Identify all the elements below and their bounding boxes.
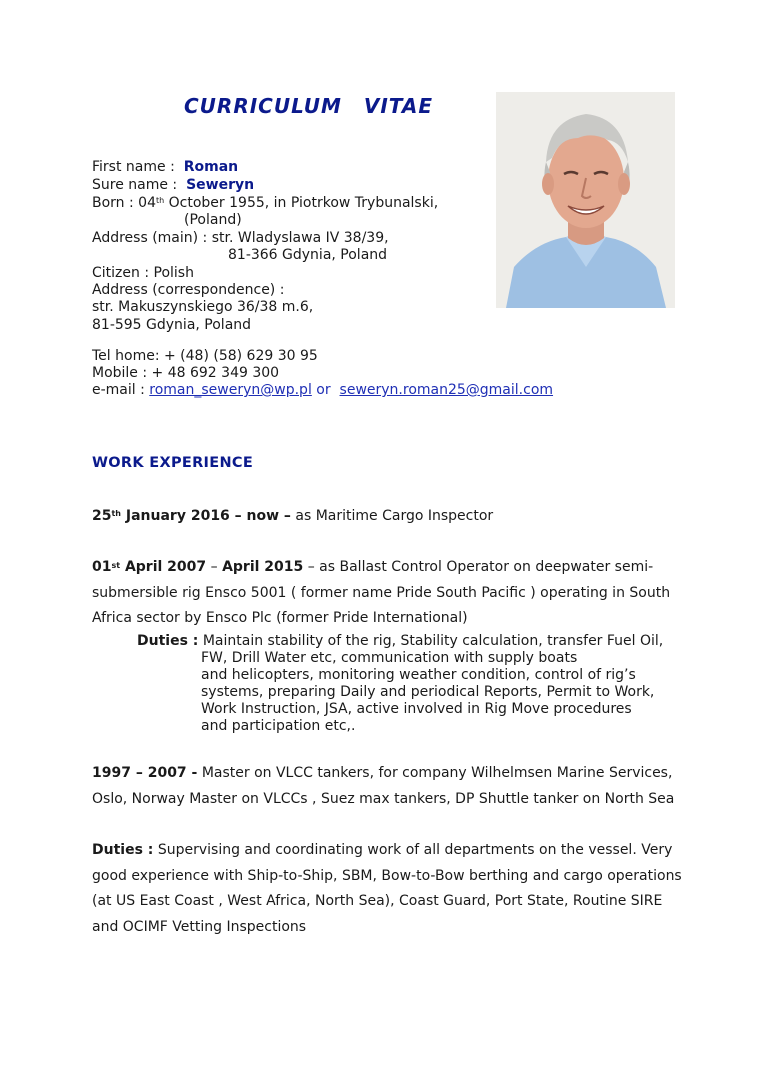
first-name-value: Roman bbox=[183, 159, 239, 175]
job2-paragraph bbox=[92, 555, 682, 632]
born-prefix: Born : 04 bbox=[92, 195, 156, 211]
title-word-curriculum: CURRICULUM bbox=[184, 94, 342, 118]
job2-duties-line5: Work Instruction, JSA, active involved in Rig Move procedures bbox=[201, 701, 632, 717]
job3-dates: 1997 – 2007 - bbox=[92, 765, 198, 781]
address-corr-line2: 81-595 Gdynia, Poland bbox=[92, 317, 252, 333]
job2-duties-line2: FW, Drill Water etc, communication with supply boats bbox=[201, 650, 578, 666]
born-rest: October 1955, in Piotrkow Trybunalski, bbox=[164, 195, 439, 211]
surname-value: Seweryn bbox=[186, 177, 255, 193]
job3-duties-text: Supervising and coordinating work of all departments on the vessel. Very good experience with Ship-to-Ship, SBM, Bow-to-Bow berthing and cargo operations (at US East Coast , West Africa, North Sea), Coast Guard, Port State, Routine SIRE and OCIMF Vetting Inspections bbox=[92, 842, 682, 935]
born-row bbox=[92, 194, 438, 212]
job2-duties bbox=[137, 633, 682, 735]
email-link-gmail[interactable]: seweryn.roman25@gmail.com bbox=[339, 382, 554, 398]
born-sup: th bbox=[155, 196, 165, 205]
job2-duties-line4: systems, preparing Daily and periodical Reports, Permit to Work, bbox=[201, 684, 655, 700]
job3-duties bbox=[92, 838, 682, 940]
job2-description: – as Ballast Control Operator on deepwater semi-submersible rig Ensco 5001 ( former name Pride South Pacific ) operating in South Africa sector by Ensco Plc (former Pride International) bbox=[92, 559, 671, 626]
born-country: (Poland) bbox=[184, 212, 242, 228]
job1-date-prefix: 25 bbox=[92, 508, 112, 524]
surname-label: Sure name : bbox=[92, 177, 178, 193]
section-title-work-experience: WORK EXPERIENCE bbox=[92, 455, 254, 471]
job3-paragraph bbox=[92, 761, 682, 812]
job1-date-sup: th bbox=[111, 509, 122, 518]
job2-date-start: April 2007 bbox=[120, 559, 207, 575]
address-corr-line1: str. Makuszynskiego 36/38 m.6, bbox=[92, 299, 314, 315]
address-main-line2: 81-366 Gdynia, Poland bbox=[228, 247, 388, 263]
job2-duties-line1: Maintain stability of the rig, Stability calculation, transfer Fuel Oil, bbox=[198, 633, 664, 649]
job1-role: as Maritime Cargo Inspector bbox=[290, 508, 494, 524]
job2-dash: – bbox=[206, 559, 223, 575]
tel-home: Tel home: + (48) (58) 629 30 95 bbox=[92, 348, 318, 364]
first-name-label: First name : bbox=[92, 159, 175, 175]
address-corr-label: Address (correspondence) : bbox=[92, 282, 285, 298]
email-label: e-mail : bbox=[92, 382, 150, 398]
mobile: Mobile : + 48 692 349 300 bbox=[92, 365, 280, 381]
citizen-row: Citizen : Polish bbox=[92, 265, 194, 281]
job2-duties-line6: and participation etc,. bbox=[201, 718, 356, 734]
job3-description: Master on VLCC tankers, for company Wilhelmsen Marine Services, Oslo, Norway Master on VLCCs , Suez max tankers, DP Shuttle tanker on North Sea bbox=[92, 765, 675, 807]
surname-row bbox=[92, 176, 254, 194]
address-main-line1: Address (main) : str. Wladyslawa IV 38/39, bbox=[92, 230, 389, 246]
job2-date-prefix: 01 bbox=[92, 559, 112, 575]
job1-date-rest: January 2016 – now – bbox=[121, 508, 291, 524]
job2-date-end: April 2015 bbox=[222, 559, 304, 575]
email-link-wp[interactable]: roman_seweryn@wp.pl bbox=[149, 382, 312, 398]
first-name-row bbox=[92, 158, 238, 176]
email-row bbox=[92, 381, 553, 399]
job2-date-sup: st bbox=[111, 561, 121, 570]
job1-row bbox=[92, 507, 493, 525]
email-or: or bbox=[311, 382, 336, 398]
title-word-vitae: VITAE bbox=[363, 94, 434, 118]
job2-duties-label: Duties : bbox=[137, 633, 199, 649]
portrait-photo bbox=[496, 92, 675, 308]
page-title bbox=[184, 94, 433, 118]
portrait-icon bbox=[496, 92, 675, 308]
job3-duties-label: Duties : bbox=[92, 842, 154, 858]
job2-duties-line3: and helicopters, monitoring weather condition, control of rig’s bbox=[201, 667, 636, 683]
